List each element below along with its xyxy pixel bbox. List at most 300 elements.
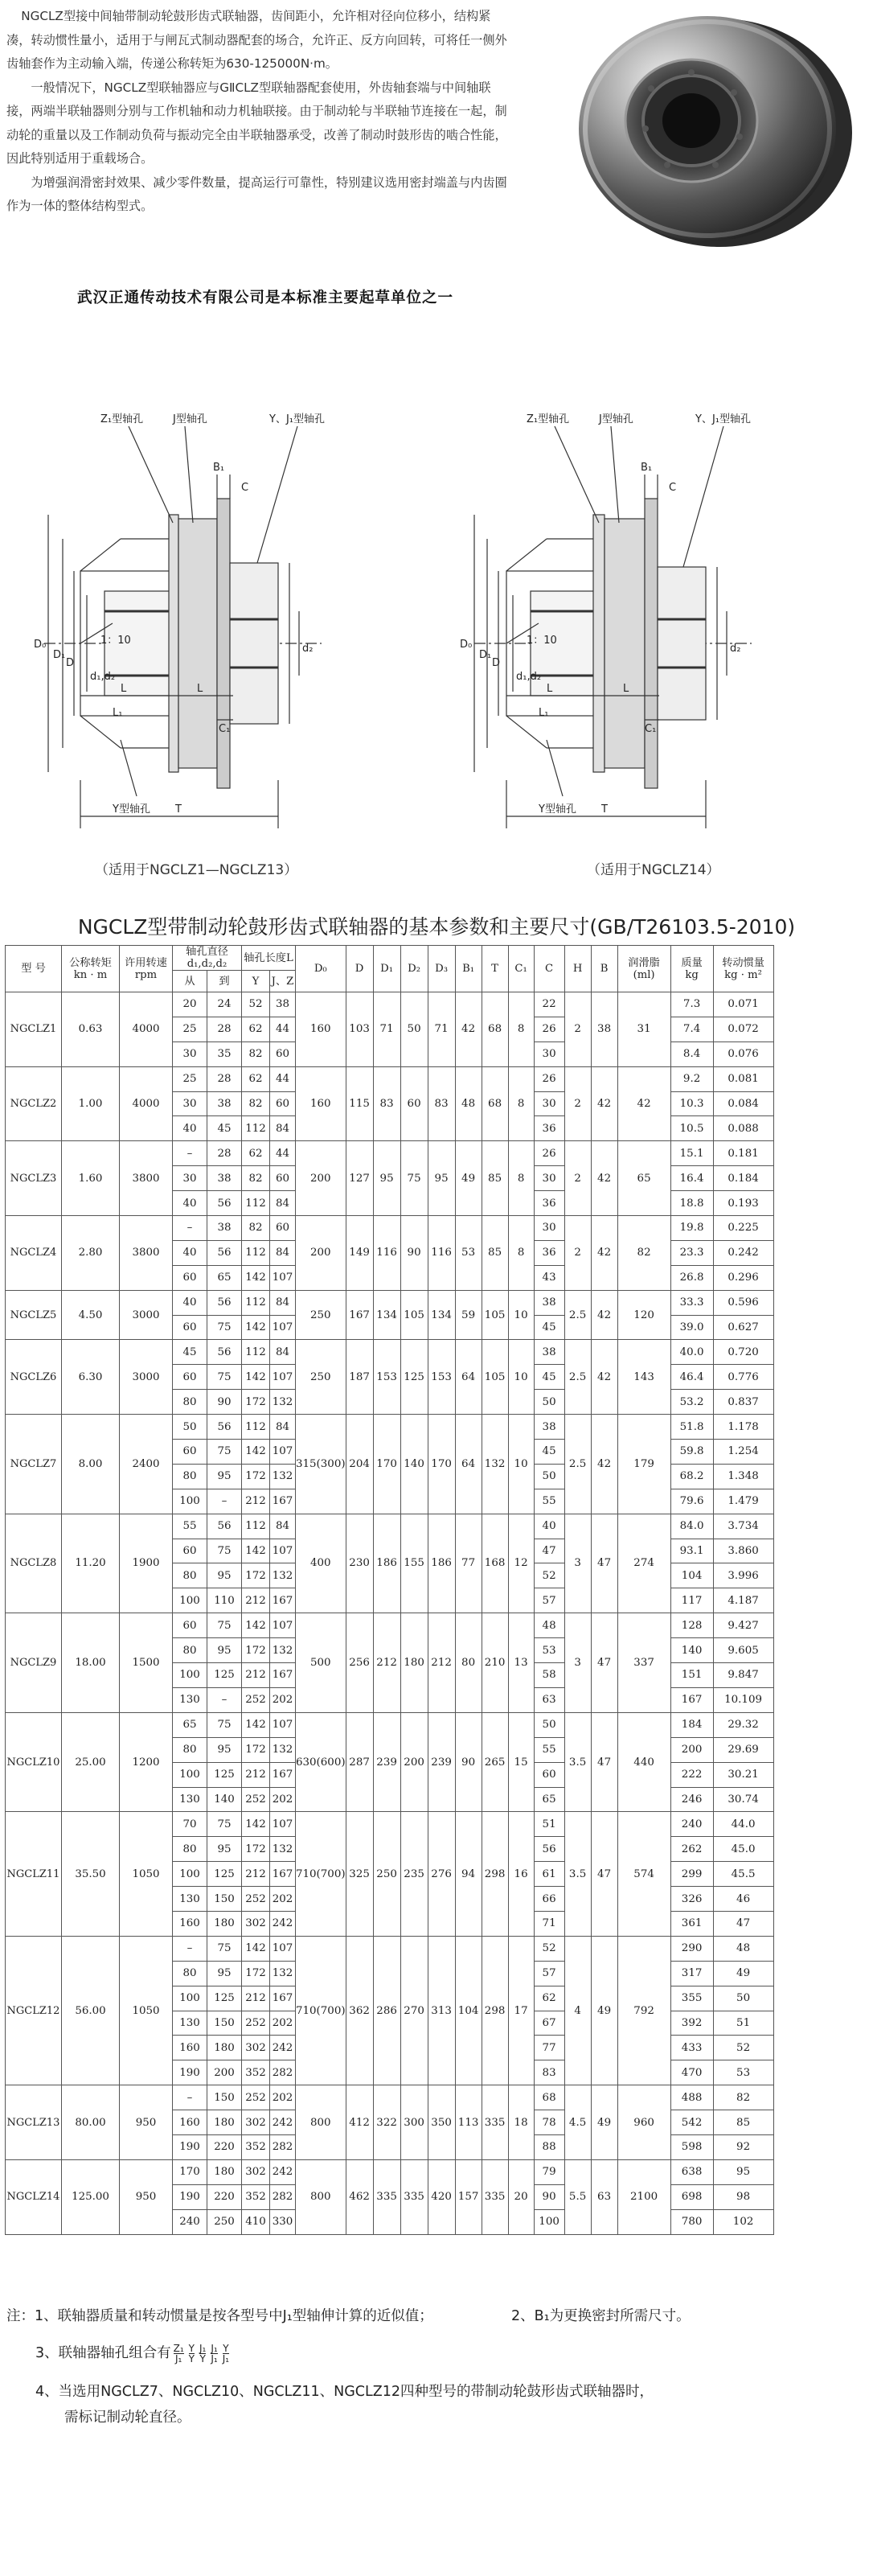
cell-d: 127 xyxy=(346,1141,373,1216)
cell-d: 115 xyxy=(346,1066,373,1141)
note-4-continued: 需标记制动轮直径。 xyxy=(64,2410,191,2426)
combo-bottom: J₁ xyxy=(174,2352,182,2364)
cell-d3: 420 xyxy=(428,2159,455,2234)
cell-bore-to: 95 xyxy=(207,1563,242,1588)
cell-c1: 18 xyxy=(508,2085,534,2160)
cell-bore-from: 160 xyxy=(173,2036,207,2060)
cell-len-y: 52 xyxy=(242,992,270,1017)
cell-len-jz: 60 xyxy=(270,1041,296,1066)
cell-mass: 246 xyxy=(670,1787,713,1812)
cell-bore-from: 160 xyxy=(173,1911,207,1936)
cell-torque: 56.00 xyxy=(62,1936,120,2085)
cell-c1: 17 xyxy=(508,1936,534,2085)
cell-bore-from: 80 xyxy=(173,1390,207,1415)
cell-mass: 184 xyxy=(670,1712,713,1737)
cell-h: 3 xyxy=(564,1613,591,1713)
cell-inertia: 0.081 xyxy=(713,1066,773,1091)
cell-bore-from: – xyxy=(173,1216,207,1241)
cell-bore-from: 100 xyxy=(173,1663,207,1688)
label-d12-left: d₁,d₂ xyxy=(90,671,116,683)
bore-combo-fraction xyxy=(211,2344,217,2364)
cell-mass: 780 xyxy=(670,2209,713,2234)
cell-torque: 18.00 xyxy=(62,1613,120,1713)
cell-bore-from: 40 xyxy=(173,1240,207,1265)
cell-bore-to: 110 xyxy=(207,1588,242,1613)
cell-h: 3.5 xyxy=(564,1712,591,1812)
cell-d3: 83 xyxy=(428,1066,455,1141)
cell-d3: 95 xyxy=(428,1141,455,1216)
cell-c: 100 xyxy=(534,2209,564,2234)
cell-h: 2 xyxy=(564,992,591,1067)
coupling-section-drawings xyxy=(0,378,873,885)
label-t-left: T xyxy=(175,803,182,816)
cell-bore-from: 30 xyxy=(173,1091,207,1116)
label-l-left-1: L xyxy=(121,683,127,695)
cell-model: NGCLZ3 xyxy=(6,1141,62,1216)
cell-len-jz: 107 xyxy=(270,1613,296,1638)
cell-bore-to: 95 xyxy=(207,1837,242,1862)
note-1: 注：1、联轴器质量和转动惯量是按各型号中J₁型轴伸计算的近似值； xyxy=(6,2308,433,2324)
table-row xyxy=(6,1613,774,1638)
cell-h: 2 xyxy=(564,1066,591,1141)
cell-b: 63 xyxy=(591,2159,617,2234)
cell-c: 51 xyxy=(534,1812,564,1837)
cell-bore-from: 190 xyxy=(173,2060,207,2085)
cell-c: 58 xyxy=(534,1663,564,1688)
cell-d3: 116 xyxy=(428,1216,455,1291)
cell-mass: 290 xyxy=(670,1936,713,1961)
cell-d: 412 xyxy=(346,2085,373,2160)
cell-bore-to: 75 xyxy=(207,1936,242,1961)
cell-c: 52 xyxy=(534,1563,564,1588)
label-c-right: C xyxy=(669,482,677,494)
cell-c: 79 xyxy=(534,2159,564,2184)
cell-len-jz: 242 xyxy=(270,2110,296,2135)
cell-c: 50 xyxy=(534,1464,564,1489)
cell-mass: 9.2 xyxy=(670,1066,713,1091)
cell-bore-to: 28 xyxy=(207,1017,242,1041)
cell-d3: 170 xyxy=(428,1415,455,1514)
cell-d2: 155 xyxy=(400,1514,428,1613)
cell-bore-to: – xyxy=(207,1489,242,1514)
cell-c: 30 xyxy=(534,1166,564,1191)
cell-d: 204 xyxy=(346,1415,373,1514)
cell-inertia: 0.225 xyxy=(713,1216,773,1241)
cell-bore-from: 55 xyxy=(173,1514,207,1539)
cell-len-y: 212 xyxy=(242,1862,270,1887)
intro-text xyxy=(0,0,514,219)
cell-bore-to: 95 xyxy=(207,1464,242,1489)
cell-inertia: 0.072 xyxy=(713,1017,773,1041)
cell-len-jz: 242 xyxy=(270,2159,296,2184)
cell-len-y: 172 xyxy=(242,1390,270,1415)
cell-inertia: 0.076 xyxy=(713,1041,773,1066)
cell-len-y: 172 xyxy=(242,1464,270,1489)
cell-d2: 105 xyxy=(400,1290,428,1340)
th-bore-to: 到 xyxy=(207,971,242,992)
cell-inertia: 0.596 xyxy=(713,1290,773,1315)
cell-b: 42 xyxy=(591,1141,617,1216)
cell-h: 2.5 xyxy=(564,1415,591,1514)
cell-len-y: 252 xyxy=(242,1887,270,1912)
cell-inertia: 0.776 xyxy=(713,1365,773,1390)
cell-c1: 8 xyxy=(508,1141,534,1216)
cell-c: 61 xyxy=(534,1862,564,1887)
cell-inertia: 1.178 xyxy=(713,1415,773,1440)
cell-inertia: 45.5 xyxy=(713,1862,773,1887)
cell-t: 210 xyxy=(482,1613,508,1713)
cell-mass: 7.3 xyxy=(670,992,713,1017)
cell-d: 149 xyxy=(346,1216,373,1291)
table-row xyxy=(6,1340,774,1365)
cell-bore-from: 190 xyxy=(173,2184,207,2209)
cell-d2: 270 xyxy=(400,1936,428,2085)
cell-d3: 276 xyxy=(428,1812,455,1936)
cell-len-jz: 202 xyxy=(270,1887,296,1912)
cell-bore-to: 75 xyxy=(207,1712,242,1737)
cell-oil: 960 xyxy=(617,2085,670,2160)
cell-inertia: 3.860 xyxy=(713,1539,773,1563)
label-l-right-2: L xyxy=(623,683,629,695)
cell-c: 30 xyxy=(534,1041,564,1066)
cell-inertia: 0.837 xyxy=(713,1390,773,1415)
cell-h: 2.5 xyxy=(564,1340,591,1415)
cell-c: 56 xyxy=(534,1837,564,1862)
cell-c1: 8 xyxy=(508,992,534,1067)
cell-model: NGCLZ9 xyxy=(6,1613,62,1713)
cell-d0: 200 xyxy=(296,1141,346,1216)
cell-inertia: 10.109 xyxy=(713,1687,773,1712)
label-z1-hole-right: Z₁型轴孔 xyxy=(527,413,570,425)
coupling-product-photo xyxy=(535,8,864,249)
th-t: T xyxy=(482,946,508,992)
cell-c1: 10 xyxy=(508,1290,534,1340)
cell-oil: 31 xyxy=(617,992,670,1067)
cell-bore-to: 250 xyxy=(207,2209,242,2234)
cell-oil: 792 xyxy=(617,1936,670,2085)
cell-b: 42 xyxy=(591,1066,617,1141)
cell-bore-from: 30 xyxy=(173,1166,207,1191)
cell-c: 53 xyxy=(534,1638,564,1663)
cell-bore-to: 125 xyxy=(207,1663,242,1688)
cell-model: NGCLZ2 xyxy=(6,1066,62,1141)
cell-len-y: 62 xyxy=(242,1017,270,1041)
cell-len-y: 112 xyxy=(242,1415,270,1440)
cell-mass: 8.4 xyxy=(670,1041,713,1066)
cell-c: 71 xyxy=(534,1911,564,1936)
cell-len-y: 352 xyxy=(242,2060,270,2085)
note-4: 4、当选用NGCLZ7、NGCLZ10、NGCLZ11、NGCLZ12四种型号的带制动轮鼓形齿式联轴器时， xyxy=(35,2384,654,2400)
th-speed: 许用转速 rpm xyxy=(120,946,173,992)
table-row xyxy=(6,1514,774,1539)
cell-c: 22 xyxy=(534,992,564,1017)
cell-d: 325 xyxy=(346,1812,373,1936)
cell-len-jz: 202 xyxy=(270,1787,296,1812)
cell-inertia: 49 xyxy=(713,1961,773,1986)
cell-mass: 39.0 xyxy=(670,1315,713,1340)
cell-len-jz: 107 xyxy=(270,1812,296,1837)
cell-d0: 710(700) xyxy=(296,1936,346,2085)
note-3-prefix: 3、联轴器轴孔组合有 xyxy=(35,2345,171,2361)
cell-len-y: 112 xyxy=(242,1340,270,1365)
cell-c: 40 xyxy=(534,1514,564,1539)
cell-mass: 59.8 xyxy=(670,1440,713,1465)
cell-bore-from: 60 xyxy=(173,1539,207,1563)
cell-bore-from: 160 xyxy=(173,2110,207,2135)
cell-bore-from: 30 xyxy=(173,1041,207,1066)
cell-len-y: 352 xyxy=(242,2134,270,2159)
cell-model: NGCLZ13 xyxy=(6,2085,62,2160)
cell-len-jz: 282 xyxy=(270,2060,296,2085)
cell-inertia: 44.0 xyxy=(713,1812,773,1837)
cell-model: NGCLZ14 xyxy=(6,2159,62,2234)
cell-c: 62 xyxy=(534,1986,564,2011)
cell-len-jz: 242 xyxy=(270,1911,296,1936)
cell-bore-to: 56 xyxy=(207,1191,242,1216)
cell-len-y: 62 xyxy=(242,1066,270,1091)
cell-c: 48 xyxy=(534,1613,564,1638)
cell-b1: 49 xyxy=(455,1141,482,1216)
cell-len-y: 172 xyxy=(242,1737,270,1762)
cell-model: NGCLZ4 xyxy=(6,1216,62,1291)
cell-inertia: 30.74 xyxy=(713,1787,773,1812)
th-d: D xyxy=(346,946,373,992)
cell-mass: 488 xyxy=(670,2085,713,2110)
cell-c1: 16 xyxy=(508,1812,534,1936)
cell-c1: 13 xyxy=(508,1613,534,1713)
cell-c: 55 xyxy=(534,1737,564,1762)
cell-bore-to: – xyxy=(207,1687,242,1712)
cell-inertia: 0.242 xyxy=(713,1240,773,1265)
cell-d2: 75 xyxy=(400,1141,428,1216)
cell-torque: 2.80 xyxy=(62,1216,120,1291)
cell-bore-from: 100 xyxy=(173,1986,207,2011)
cell-model: NGCLZ6 xyxy=(6,1340,62,1415)
th-c: C xyxy=(534,946,564,992)
cell-inertia: 29.69 xyxy=(713,1737,773,1762)
cell-len-jz: 38 xyxy=(270,992,296,1017)
cell-len-jz: 282 xyxy=(270,2184,296,2209)
label-d2-right: d₂ xyxy=(730,643,741,655)
cell-d0: 160 xyxy=(296,992,346,1067)
cell-bore-from: 80 xyxy=(173,1464,207,1489)
label-l-right-1: L xyxy=(547,683,553,695)
cell-c1: 20 xyxy=(508,2159,534,2234)
cell-t: 265 xyxy=(482,1712,508,1812)
cell-inertia: 9.605 xyxy=(713,1638,773,1663)
cell-c: 36 xyxy=(534,1191,564,1216)
cell-h: 2 xyxy=(564,1216,591,1291)
cell-d2: 180 xyxy=(400,1613,428,1713)
cell-d2: 335 xyxy=(400,2159,428,2234)
cell-oil: 82 xyxy=(617,1216,670,1291)
cell-d: 362 xyxy=(346,1936,373,2085)
cell-t: 335 xyxy=(482,2085,508,2160)
cell-c: 88 xyxy=(534,2134,564,2159)
cell-len-jz: 167 xyxy=(270,1762,296,1787)
cell-len-jz: 167 xyxy=(270,1663,296,1688)
note-3-combos xyxy=(171,2342,232,2364)
cell-bore-to: 75 xyxy=(207,1613,242,1638)
combo-bottom: Y xyxy=(199,2352,206,2364)
cell-d2: 140 xyxy=(400,1415,428,1514)
cell-c: 38 xyxy=(534,1415,564,1440)
cell-c: 36 xyxy=(534,1116,564,1141)
cell-bore-from: 25 xyxy=(173,1066,207,1091)
table-row xyxy=(6,1936,774,1961)
cell-d2: 235 xyxy=(400,1812,428,1936)
cell-len-y: 212 xyxy=(242,1489,270,1514)
cell-mass: 240 xyxy=(670,1812,713,1837)
label-yj1-hole-left: Y、J₁型轴孔 xyxy=(269,413,325,425)
cell-d0: 315(300) xyxy=(296,1415,346,1514)
combo-bottom: J₁ xyxy=(211,2352,218,2364)
cell-mass: 392 xyxy=(670,2011,713,2036)
cell-c: 45 xyxy=(534,1440,564,1465)
cell-inertia: 1.348 xyxy=(713,1464,773,1489)
cell-mass: 140 xyxy=(670,1638,713,1663)
cell-len-jz: 107 xyxy=(270,1440,296,1465)
cell-mass: 128 xyxy=(670,1613,713,1638)
cell-len-jz: 132 xyxy=(270,1563,296,1588)
drawing-right xyxy=(474,426,752,828)
cell-inertia: 3.734 xyxy=(713,1514,773,1539)
cell-bore-to: 220 xyxy=(207,2134,242,2159)
label-d1-left: D₁ xyxy=(53,649,66,661)
cell-bore-to: 75 xyxy=(207,1812,242,1837)
cell-d3: 350 xyxy=(428,2085,455,2160)
cell-torque: 1.60 xyxy=(62,1141,120,1216)
cell-bore-from: 100 xyxy=(173,1489,207,1514)
cell-bore-from: 25 xyxy=(173,1017,207,1041)
th-length: 轴孔长度L xyxy=(242,946,296,971)
cell-c: 43 xyxy=(534,1265,564,1290)
cell-len-y: 302 xyxy=(242,2159,270,2184)
th-d3: D₃ xyxy=(428,946,455,992)
cell-bore-from: – xyxy=(173,1936,207,1961)
cell-speed: 4000 xyxy=(120,1066,173,1141)
cell-len-jz: 107 xyxy=(270,1365,296,1390)
cell-inertia: 0.627 xyxy=(713,1315,773,1340)
cell-inertia: 82 xyxy=(713,2085,773,2110)
cell-h: 3 xyxy=(564,1514,591,1613)
cell-d0: 630(600) xyxy=(296,1712,346,1812)
cell-mass: 53.2 xyxy=(670,1390,713,1415)
table-row xyxy=(6,992,774,1017)
cell-mass: 355 xyxy=(670,1986,713,2011)
combo-top: Y xyxy=(223,2342,229,2354)
cell-model: NGCLZ7 xyxy=(6,1415,62,1514)
label-c1-left: C₁ xyxy=(219,723,231,735)
combo-top: J₁ xyxy=(199,2342,207,2354)
cell-d1: 239 xyxy=(373,1712,400,1812)
cell-bore-to: 56 xyxy=(207,1415,242,1440)
cell-c: 26 xyxy=(534,1141,564,1166)
cell-len-jz: 84 xyxy=(270,1415,296,1440)
cell-d1: 83 xyxy=(373,1066,400,1141)
cell-b1: 157 xyxy=(455,2159,482,2234)
cell-bore-from: 80 xyxy=(173,1563,207,1588)
cell-c: 36 xyxy=(534,1240,564,1265)
cell-bore-to: 180 xyxy=(207,2159,242,2184)
cell-mass: 79.6 xyxy=(670,1489,713,1514)
cell-speed: 3000 xyxy=(120,1340,173,1415)
cell-bore-to: 65 xyxy=(207,1265,242,1290)
drawing-left xyxy=(44,426,322,828)
th-b1: B₁ xyxy=(455,946,482,992)
cell-inertia: 50 xyxy=(713,1986,773,2011)
cell-bore-from: – xyxy=(173,2085,207,2110)
cell-mass: 46.4 xyxy=(670,1365,713,1390)
label-taper-left: 1：10 xyxy=(100,635,131,647)
cell-inertia: 48 xyxy=(713,1936,773,1961)
combo-top: Y xyxy=(188,2342,195,2354)
cell-len-jz: 167 xyxy=(270,1588,296,1613)
cell-model: NGCLZ10 xyxy=(6,1712,62,1812)
cell-b1: 77 xyxy=(455,1514,482,1613)
cell-d3: 239 xyxy=(428,1712,455,1812)
bore-combo-fraction xyxy=(174,2344,184,2364)
cell-t: 85 xyxy=(482,1216,508,1291)
cell-len-jz: 132 xyxy=(270,1390,296,1415)
label-c1-right: C₁ xyxy=(645,723,657,735)
cell-b1: 94 xyxy=(455,1812,482,1936)
cell-d1: 170 xyxy=(373,1415,400,1514)
label-j-hole-right: J型轴孔 xyxy=(599,413,633,425)
cell-mass: 68.2 xyxy=(670,1464,713,1489)
cell-d0: 800 xyxy=(296,2085,346,2160)
cell-len-y: 82 xyxy=(242,1166,270,1191)
cell-len-y: 142 xyxy=(242,1315,270,1340)
th-c1: C₁ xyxy=(508,946,534,992)
cell-mass: 19.8 xyxy=(670,1216,713,1241)
cell-len-jz: 60 xyxy=(270,1091,296,1116)
cell-torque: 80.00 xyxy=(62,2085,120,2160)
combo-top: Z₁ xyxy=(173,2342,184,2354)
cell-len-jz: 132 xyxy=(270,1961,296,1986)
cell-len-y: 172 xyxy=(242,1563,270,1588)
note-2: 2、B₁为更换密封所需尺寸。 xyxy=(511,2308,691,2324)
cell-torque: 35.50 xyxy=(62,1812,120,1936)
cell-len-y: 142 xyxy=(242,1712,270,1737)
cell-d2: 200 xyxy=(400,1712,428,1812)
cell-mass: 299 xyxy=(670,1862,713,1887)
cell-d: 167 xyxy=(346,1290,373,1340)
cell-b: 49 xyxy=(591,1936,617,2085)
cell-torque: 125.00 xyxy=(62,2159,120,2234)
cell-torque: 1.00 xyxy=(62,1066,120,1141)
bore-combo-fraction xyxy=(223,2344,229,2364)
cell-mass: 10.3 xyxy=(670,1091,713,1116)
table-row xyxy=(6,2159,774,2184)
cell-h: 5.5 xyxy=(564,2159,591,2234)
cell-b1: 64 xyxy=(455,1415,482,1514)
cell-b: 42 xyxy=(591,1290,617,1340)
cell-mass: 200 xyxy=(670,1737,713,1762)
cell-inertia: 0.181 xyxy=(713,1141,773,1166)
cell-len-y: 82 xyxy=(242,1041,270,1066)
cell-len-jz: 84 xyxy=(270,1240,296,1265)
cell-bore-from: 45 xyxy=(173,1340,207,1365)
cell-bore-from: 100 xyxy=(173,1762,207,1787)
cell-len-jz: 167 xyxy=(270,1986,296,2011)
cell-bore-to: 35 xyxy=(207,1041,242,1066)
cell-oil: 440 xyxy=(617,1712,670,1812)
cell-bore-to: 56 xyxy=(207,1514,242,1539)
cell-len-y: 302 xyxy=(242,2110,270,2135)
cell-len-y: 112 xyxy=(242,1514,270,1539)
cell-mass: 18.8 xyxy=(670,1191,713,1216)
